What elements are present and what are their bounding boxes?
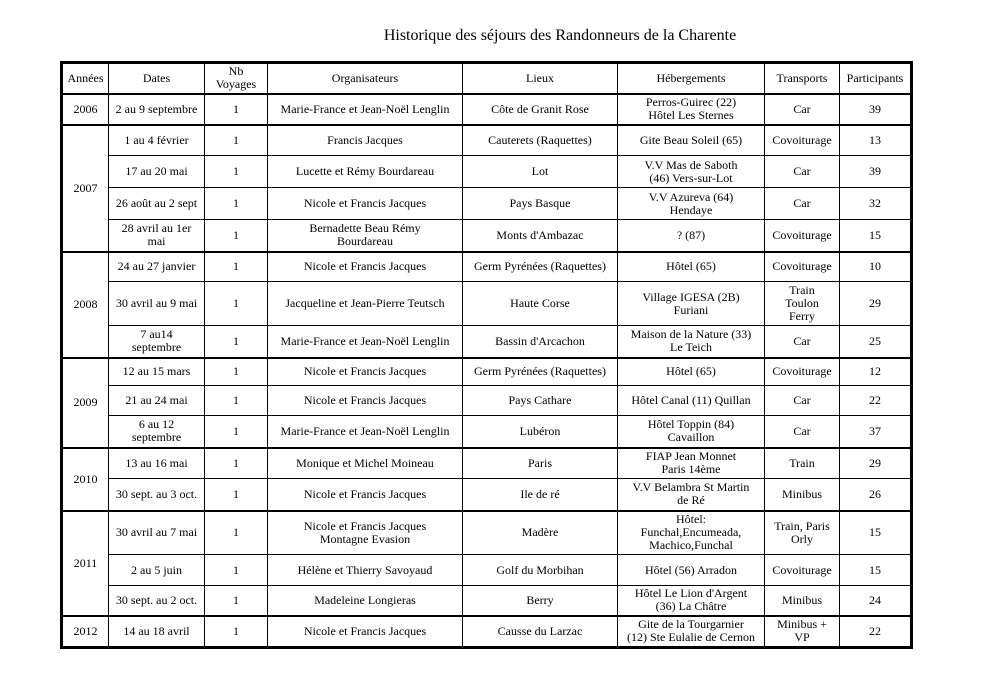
- participants-cell: 29: [840, 448, 911, 479]
- lieux-cell: Lubéron: [463, 416, 618, 448]
- hebergements-cell: Perros-Guirec (22) Hôtel Les Sternes: [618, 94, 765, 125]
- participants-cell: 39: [840, 156, 911, 188]
- nb-voyages-cell: 1: [205, 616, 268, 647]
- transports-cell: Covoiturage: [765, 358, 840, 386]
- organisateurs-cell: Nicole et Francis Jacques: [268, 479, 463, 511]
- table-row: [63, 479, 911, 511]
- header-lieux: Lieux: [463, 64, 618, 94]
- year-cell: 2009: [63, 358, 109, 448]
- nb-voyages-cell: 1: [205, 586, 268, 616]
- lieux-cell: Germ Pyrénées (Raquettes): [463, 358, 618, 386]
- table-row: [63, 156, 911, 188]
- table-body: [63, 94, 911, 647]
- lieux-cell: Pays Basque: [463, 188, 618, 220]
- organisateurs-cell: Hélène et Thierry Savoyaud: [268, 555, 463, 586]
- organisateurs-cell: Nicole et Francis Jacques: [268, 616, 463, 647]
- table-row: [63, 252, 911, 282]
- table-row: [63, 220, 911, 252]
- transports-cell: Covoiturage: [765, 125, 840, 156]
- hebergements-cell: Hôtel Le Lion d'Argent (36) La Châtre: [618, 586, 765, 616]
- table-row: [63, 358, 911, 386]
- participants-cell: 26: [840, 479, 911, 511]
- hebergements-cell: Gite de la Tourgarnier (12) Ste Eulalie de Cernon: [618, 616, 765, 647]
- page-title: Historique des séjours des Randonneurs de la Charente: [383, 27, 737, 44]
- header-transports: Transports: [765, 64, 840, 94]
- transports-cell: Train, Paris Orly: [765, 511, 840, 555]
- organisateurs-cell: Lucette et Rémy Bourdareau: [268, 156, 463, 188]
- participants-cell: 15: [840, 511, 911, 555]
- participants-cell: 15: [840, 220, 911, 252]
- dates-cell: 2 au 9 septembre: [109, 94, 205, 125]
- organisateurs-cell: Nicole et Francis Jacques: [268, 188, 463, 220]
- lieux-cell: Madère: [463, 511, 618, 555]
- nb-voyages-cell: 1: [205, 188, 268, 220]
- table-row: [63, 125, 911, 156]
- transports-cell: Car: [765, 188, 840, 220]
- organisateurs-cell: Marie-France et Jean-Noël Lenglin: [268, 326, 463, 358]
- organisateurs-cell: Nicole et Francis Jacques: [268, 358, 463, 386]
- participants-cell: 15: [840, 555, 911, 586]
- nb-voyages-cell: 1: [205, 448, 268, 479]
- hebergements-cell: Gite Beau Soleil (65): [618, 125, 765, 156]
- header-dates: Dates: [109, 64, 205, 94]
- organisateurs-cell: Bernadette Beau Rémy Bourdareau: [268, 220, 463, 252]
- participants-cell: 12: [840, 358, 911, 386]
- participants-cell: 37: [840, 416, 911, 448]
- organisateurs-cell: Monique et Michel Moineau: [268, 448, 463, 479]
- transports-cell: Car: [765, 94, 840, 125]
- dates-cell: 21 au 24 mai: [109, 386, 205, 416]
- lieux-cell: Monts d'Ambazac: [463, 220, 618, 252]
- table-row: [63, 586, 911, 616]
- dates-cell: 13 au 16 mai: [109, 448, 205, 479]
- nb-voyages-cell: 1: [205, 94, 268, 125]
- transports-cell: Car: [765, 386, 840, 416]
- lieux-cell: Germ Pyrénées (Raquettes): [463, 252, 618, 282]
- table-row: [63, 616, 911, 647]
- participants-cell: 22: [840, 616, 911, 647]
- transports-cell: Car: [765, 156, 840, 188]
- lieux-cell: Paris: [463, 448, 618, 479]
- table-row: [63, 448, 911, 479]
- transports-cell: Covoiturage: [765, 220, 840, 252]
- hebergements-cell: ? (87): [618, 220, 765, 252]
- lieux-cell: Causse du Larzac: [463, 616, 618, 647]
- table-row: [63, 416, 911, 448]
- year-cell: 2011: [63, 511, 109, 616]
- hebergements-cell: Hôtel (65): [618, 252, 765, 282]
- transports-cell: Minibus + VP: [765, 616, 840, 647]
- participants-cell: 10: [840, 252, 911, 282]
- hebergements-cell: FIAP Jean Monnet Paris 14ème: [618, 448, 765, 479]
- nb-voyages-cell: 1: [205, 252, 268, 282]
- dates-cell: 14 au 18 avril: [109, 616, 205, 647]
- dates-cell: 26 août au 2 sept: [109, 188, 205, 220]
- dates-cell: 7 au14 septembre: [109, 326, 205, 358]
- dates-cell: 24 au 27 janvier: [109, 252, 205, 282]
- participants-cell: 29: [840, 282, 911, 326]
- header-row: [63, 64, 911, 94]
- organisateurs-cell: Jacqueline et Jean-Pierre Teutsch: [268, 282, 463, 326]
- hebergements-cell: Hôtel: Funchal,Encumeada, Machico,Funchal: [618, 511, 765, 555]
- header-hebergements: Hébergements: [618, 64, 765, 94]
- nb-voyages-cell: 1: [205, 326, 268, 358]
- header-participants: Participants: [840, 64, 911, 94]
- table-row: [63, 386, 911, 416]
- year-cell: 2012: [63, 616, 109, 647]
- nb-voyages-cell: 1: [205, 125, 268, 156]
- nb-voyages-cell: 1: [205, 282, 268, 326]
- transports-cell: Train Toulon Ferry: [765, 282, 840, 326]
- table-row: [63, 282, 911, 326]
- transports-cell: Car: [765, 326, 840, 358]
- participants-cell: 25: [840, 326, 911, 358]
- dates-cell: 12 au 15 mars: [109, 358, 205, 386]
- lieux-cell: Ile de ré: [463, 479, 618, 511]
- lieux-cell: Bassin d'Arcachon: [463, 326, 618, 358]
- nb-voyages-cell: 1: [205, 479, 268, 511]
- table-row: [63, 555, 911, 586]
- year-cell: 2007: [63, 125, 109, 252]
- dates-cell: 28 avril au 1er mai: [109, 220, 205, 252]
- lieux-cell: Golf du Morbihan: [463, 555, 618, 586]
- lieux-cell: Lot: [463, 156, 618, 188]
- participants-cell: 32: [840, 188, 911, 220]
- dates-cell: 17 au 20 mai: [109, 156, 205, 188]
- organisateurs-cell: Nicole et Francis Jacques: [268, 386, 463, 416]
- hebergements-cell: V.V Belambra St Martin de Ré: [618, 479, 765, 511]
- transports-cell: Car: [765, 416, 840, 448]
- hebergements-cell: Hôtel (56) Arradon: [618, 555, 765, 586]
- nb-voyages-cell: 1: [205, 156, 268, 188]
- table-row: [63, 94, 911, 125]
- organisateurs-cell: Francis Jacques: [268, 125, 463, 156]
- organisateurs-cell: Nicole et Francis Jacques: [268, 252, 463, 282]
- lieux-cell: Pays Cathare: [463, 386, 618, 416]
- nb-voyages-cell: 1: [205, 220, 268, 252]
- lieux-cell: Côte de Granit Rose: [463, 94, 618, 125]
- participants-cell: 13: [840, 125, 911, 156]
- lieux-cell: Berry: [463, 586, 618, 616]
- transports-cell: Train: [765, 448, 840, 479]
- lieux-cell: Cauterets (Raquettes): [463, 125, 618, 156]
- nb-voyages-cell: 1: [205, 358, 268, 386]
- hebergements-cell: Hôtel Canal (11) Quillan: [618, 386, 765, 416]
- table-row: [63, 188, 911, 220]
- organisateurs-cell: Nicole et Francis Jacques Montagne Evasion: [268, 511, 463, 555]
- hebergements-cell: V.V Azureva (64) Hendaye: [618, 188, 765, 220]
- participants-cell: 39: [840, 94, 911, 125]
- nb-voyages-cell: 1: [205, 386, 268, 416]
- hebergements-cell: Hôtel Toppin (84) Cavaillon: [618, 416, 765, 448]
- header-nb-voyages: Nb Voyages: [205, 64, 268, 94]
- hebergements-cell: Village IGESA (2B) Furiani: [618, 282, 765, 326]
- transports-cell: Covoiturage: [765, 252, 840, 282]
- table-row: [63, 326, 911, 358]
- dates-cell: 30 sept. au 3 oct.: [109, 479, 205, 511]
- hebergements-cell: Hôtel (65): [618, 358, 765, 386]
- dates-cell: 30 avril au 7 mai: [109, 511, 205, 555]
- participants-cell: 22: [840, 386, 911, 416]
- organisateurs-cell: Marie-France et Jean-Noël Lenglin: [268, 416, 463, 448]
- participants-cell: 24: [840, 586, 911, 616]
- nb-voyages-cell: 1: [205, 416, 268, 448]
- nb-voyages-cell: 1: [205, 555, 268, 586]
- organisateurs-cell: Marie-France et Jean-Noël Lenglin: [268, 94, 463, 125]
- transports-cell: Minibus: [765, 479, 840, 511]
- dates-cell: 6 au 12 septembre: [109, 416, 205, 448]
- table-row: [63, 511, 911, 555]
- dates-cell: 1 au 4 février: [109, 125, 205, 156]
- header-organisateurs: Organisateurs: [268, 64, 463, 94]
- year-cell: 2008: [63, 252, 109, 358]
- dates-cell: 2 au 5 juin: [109, 555, 205, 586]
- dates-cell: 30 sept. au 2 oct.: [109, 586, 205, 616]
- sejours-table: [62, 63, 911, 647]
- hebergements-cell: V.V Mas de Saboth (46) Vers-sur-Lot: [618, 156, 765, 188]
- dates-cell: 30 avril au 9 mai: [109, 282, 205, 326]
- transports-cell: Covoiturage: [765, 555, 840, 586]
- organisateurs-cell: Madeleine Longieras: [268, 586, 463, 616]
- year-cell: 2010: [63, 448, 109, 511]
- transports-cell: Minibus: [765, 586, 840, 616]
- hebergements-cell: Maison de la Nature (33) Le Teich: [618, 326, 765, 358]
- year-cell: 2006: [63, 94, 109, 125]
- nb-voyages-cell: 1: [205, 511, 268, 555]
- header-annees: Années: [63, 64, 109, 94]
- lieux-cell: Haute Corse: [463, 282, 618, 326]
